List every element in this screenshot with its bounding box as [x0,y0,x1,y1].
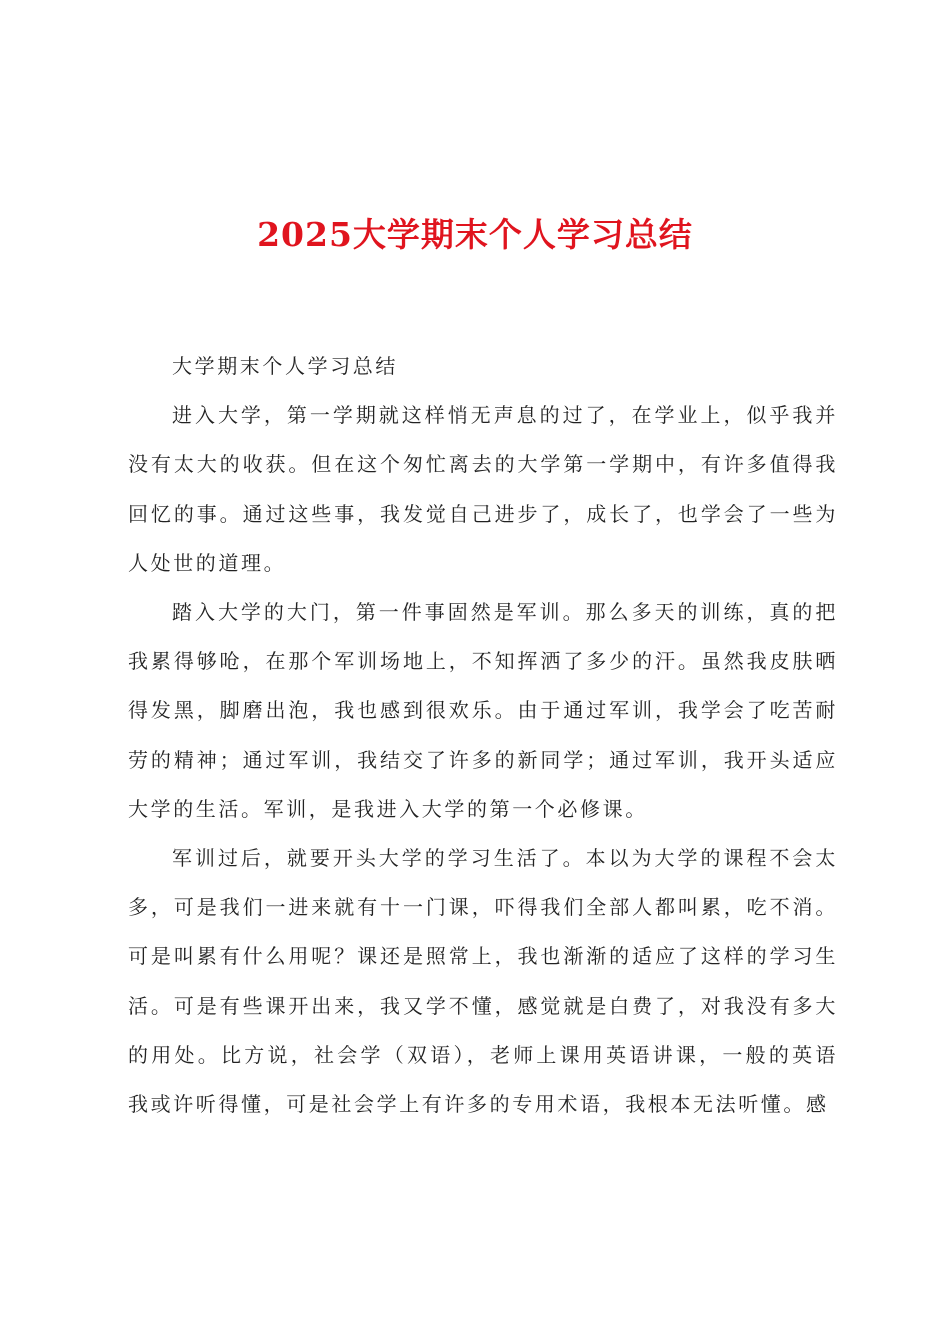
paragraph-study-life: 军训过后，就要开头大学的学习生活了。本以为大学的课程不会太多，可是我们一进来就有十一门课，吓得我们全部人都叫累，吃不消。可是叫累有什么用呢？课还是照常上，我也渐渐的适应了这样的学习生活。可是有些课开出来，我又学不懂，感觉就是白费了，对我没有多大的用处。比方说，社会学（双语），老师上课用英语讲课，一般的英语我或许听得懂，可是社会学上有许多的专用术语，我根本无法听懂。感 [128,846,838,1117]
paragraph-subtitle: 大学期末个人学习总结 [172,354,398,378]
paragraph-intro: 进入大学，第一学期就这样悄无声息的过了，在学业上，似乎我并没有太大的收获。但在这个匆忙离去的大学第一学期中，有许多值得我回忆的事。通过这些事，我发觉自己进步了，成长了，也学会了一些为人处世的道理。 [128,403,838,575]
paragraph-military-training: 踏入大学的大门，第一件事固然是军训。那么多天的训练，真的把我累得够呛，在那个军训场地上，不知挥洒了多少的汗。虽然我皮肤晒得发黑，脚磨出泡，我也感到很欢乐。由于通过军训，我学会了吃苦耐劳的精神；通过军训，我结交了许多的新同学；通过军训，我开头适应大学的生活。军训，是我进入大学的第一个必修课。 [128,600,838,821]
document-title: 2025大学期末个人学习总结 [257,215,693,254]
document-body [128,342,838,1129]
